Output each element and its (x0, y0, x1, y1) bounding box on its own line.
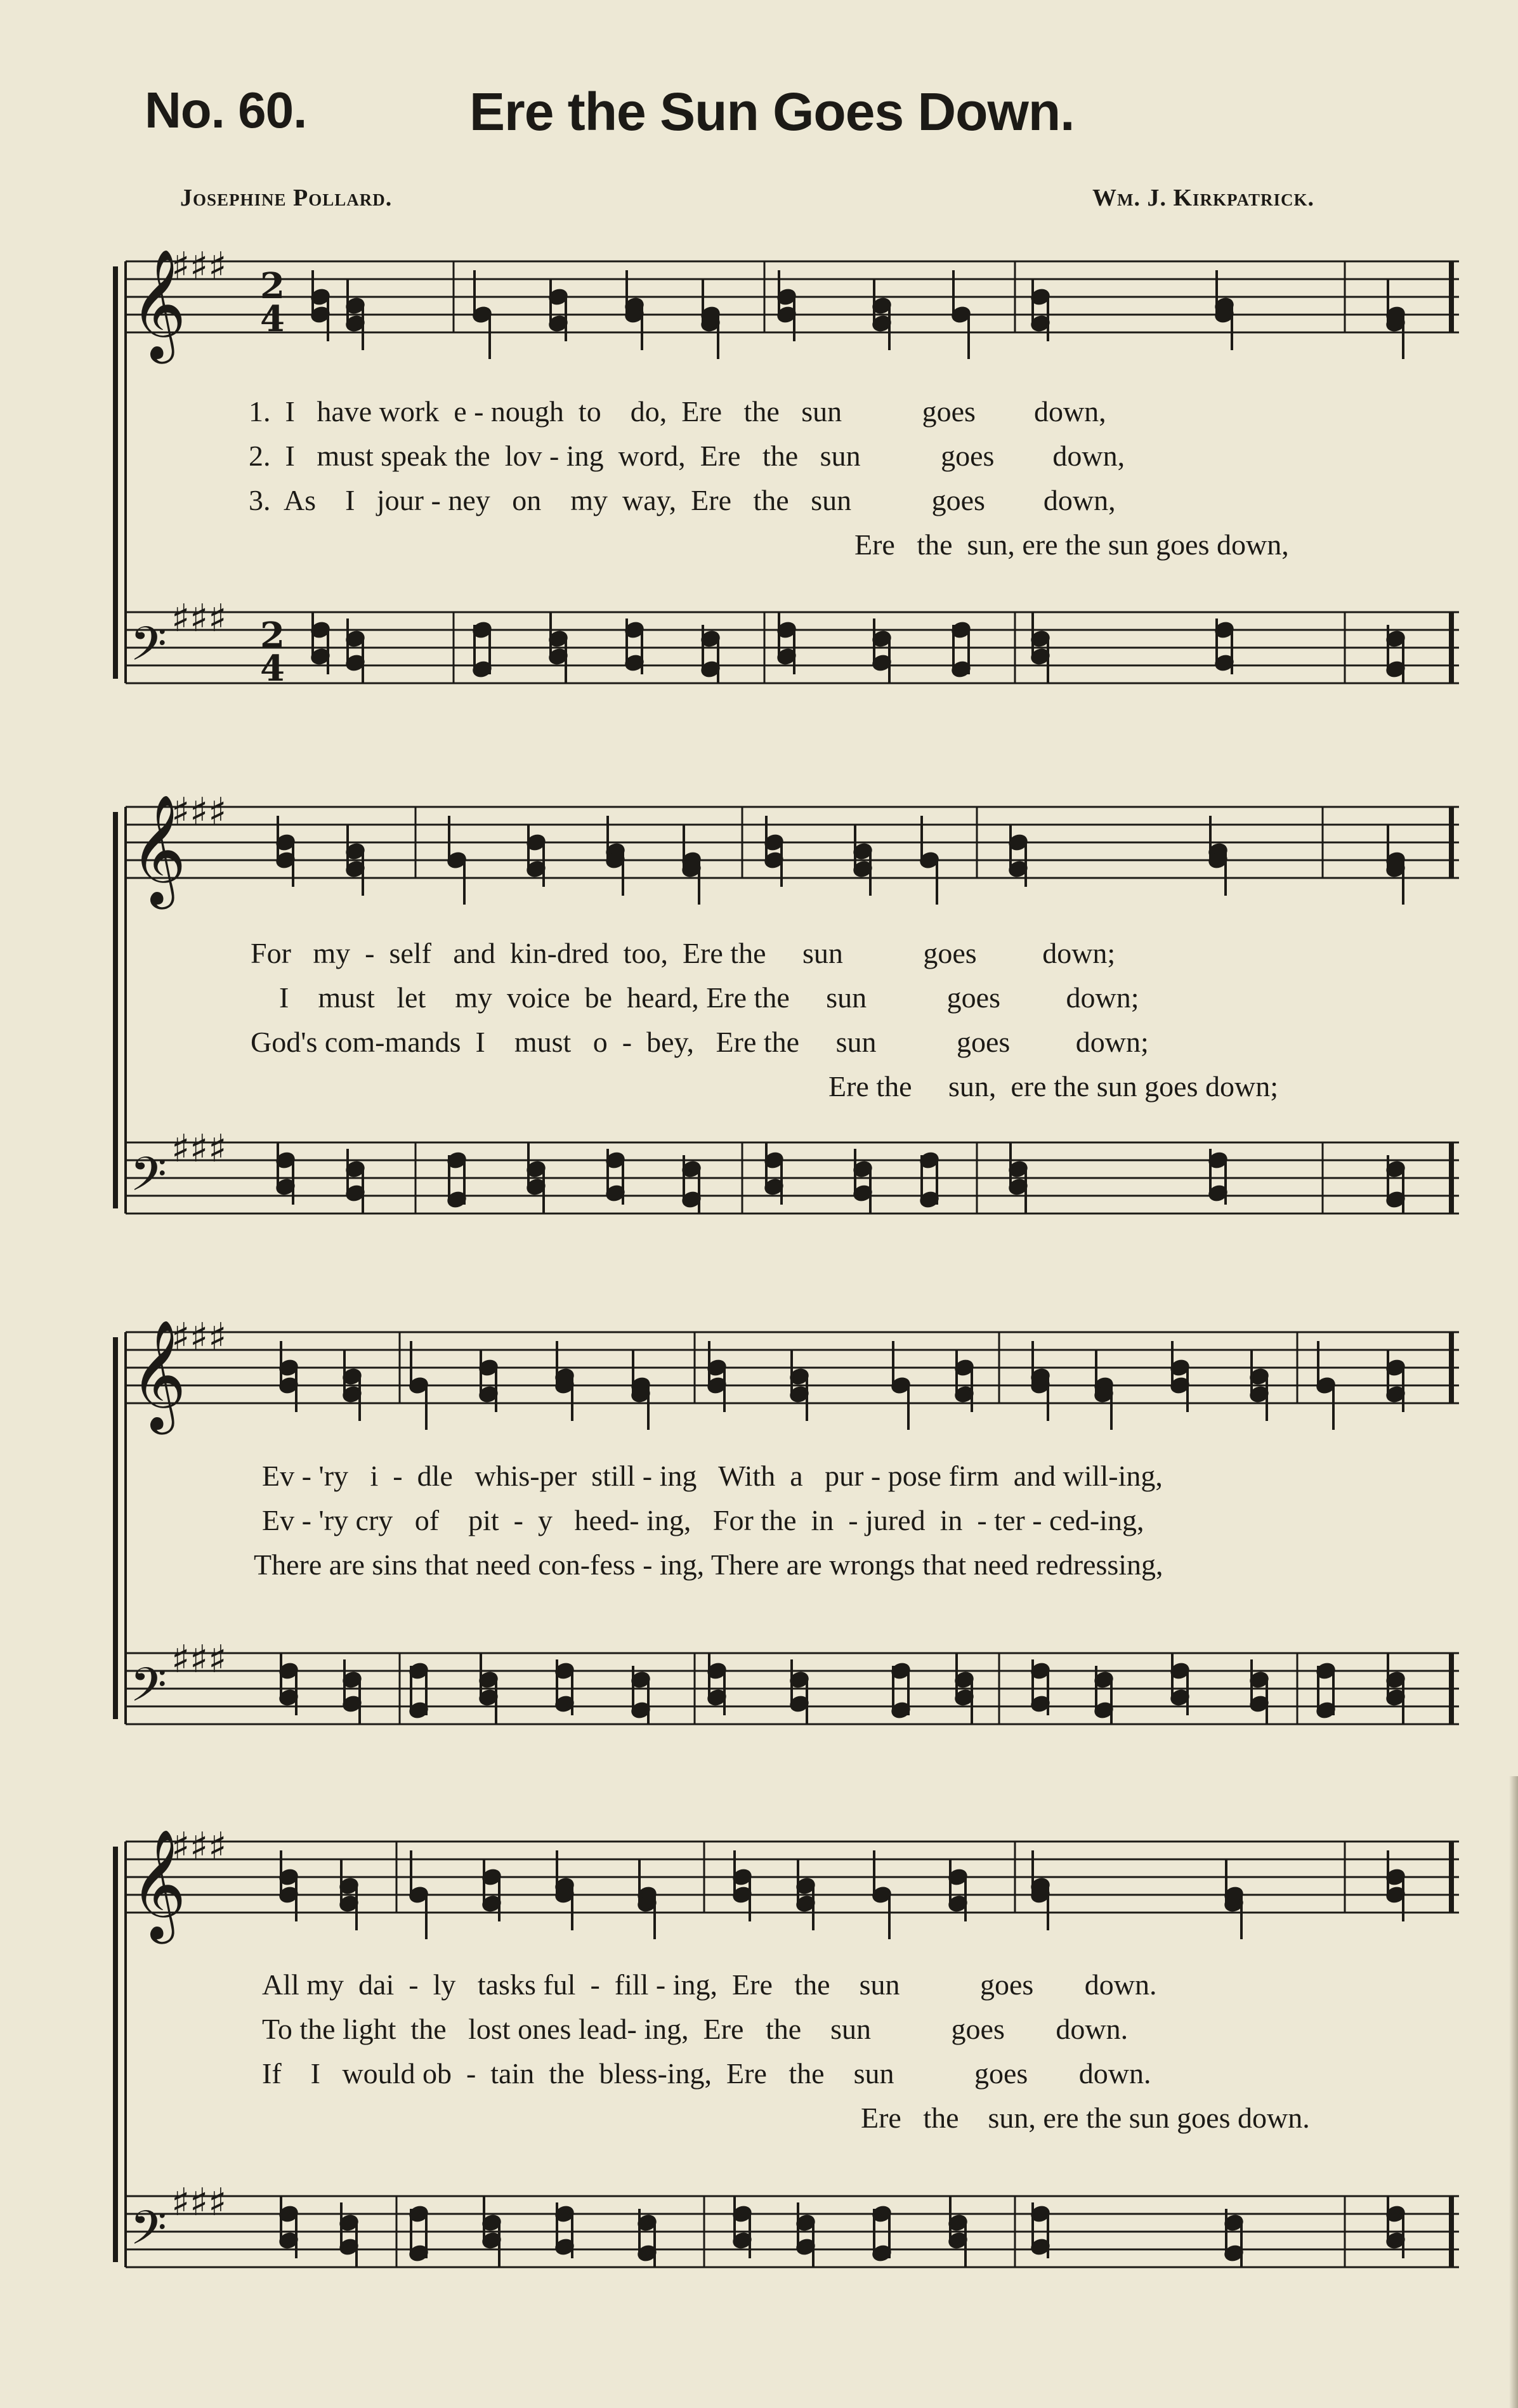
time-signature: 2 (260, 615, 285, 657)
composer: Wm. J. Kirkpatrick. (1092, 185, 1315, 211)
lyric-line: Ev - 'ry i - dle whis-per still - ing With a pur - pose firm and will-ing, (262, 1460, 1163, 1492)
time-signature: 4 (260, 648, 285, 690)
staff-bass-2 (126, 1142, 1459, 1214)
sharp-icon: ♯♯♯ (171, 790, 227, 834)
hymn-number: No. 60. (145, 82, 307, 138)
lyric-line: If I would ob - tain the bless-ing, Ere the sun goes down. (262, 2057, 1151, 2090)
lyric-line: Ev - 'ry cry of pit - y heed- ing, For the in - jured in - ter - ced-ing, (262, 1504, 1144, 1536)
lyric-line: I must let my voice be heard, Ere the sun goes down; (279, 981, 1139, 1014)
lyric-line: 1. I have work e - nough to do, Ere the sun goes down, (249, 395, 1106, 428)
staff-bass-4 (126, 2196, 1459, 2267)
staff-bass-1 (126, 612, 1459, 683)
bass-clef-icon: 𝄢 (130, 617, 167, 683)
treble-clef-icon: 𝄞 (130, 1829, 186, 1939)
treble-clef-icon: 𝄞 (130, 794, 186, 905)
bass-clef-icon: 𝄢 (130, 1658, 167, 1724)
lyric-line: There are sins that need con-fess - ing, There are wrongs that need redressing, (254, 1548, 1163, 1581)
time-signature: 2 (260, 265, 285, 307)
sharp-icon: ♯♯♯ (171, 2180, 227, 2225)
sharp-icon: ♯♯♯ (171, 244, 227, 289)
lyric-line: Ere the sun, ere the sun goes down, (854, 528, 1289, 561)
lyricist: Josephine Pollard. (180, 185, 393, 211)
sharp-icon: ♯♯♯ (171, 596, 227, 641)
lyric-line: To the light the lost ones lead- ing, Ere the sun goes down. (262, 2013, 1129, 2045)
lyric-line: 2. I must speak the lov - ing word, Ere the sun goes down, (249, 440, 1125, 472)
sharp-icon: ♯♯♯ (171, 1637, 227, 1682)
sharp-icon: ♯♯♯ (171, 1315, 227, 1359)
bass-clef-icon: 𝄢 (130, 1147, 167, 1214)
lyric-line: All my dai - ly tasks ful - fill - ing, Ere the sun goes down. (262, 1968, 1157, 2001)
lyric-line: God's com-mands I must o - bey, Ere the sun goes down; (251, 1026, 1149, 1058)
sharp-icon: ♯♯♯ (171, 1824, 227, 1869)
hymn-title: Ere the Sun Goes Down. (469, 82, 1075, 141)
lyric-line: Ere the sun, ere the sun goes down; (828, 1070, 1279, 1103)
lyric-line: Ere the sun, ere the sun goes down. (861, 2102, 1310, 2134)
bass-clef-icon: 𝄢 (130, 2201, 167, 2267)
staff-treble-2 (126, 807, 1459, 878)
treble-clef-icon: 𝄞 (130, 249, 186, 359)
page-edge-shadow (1509, 1776, 1518, 2408)
time-signature: 4 (260, 298, 285, 340)
lyric-line: For my - self and kin-dred too, Ere the sun goes down; (251, 937, 1116, 969)
lyric-line: 3. As I jour - ney on my way, Ere the sun goes down, (249, 484, 1116, 516)
staff-treble-4 (126, 1842, 1459, 1913)
sharp-icon: ♯♯♯ (171, 1127, 227, 1171)
treble-clef-icon: 𝄞 (130, 1319, 186, 1430)
